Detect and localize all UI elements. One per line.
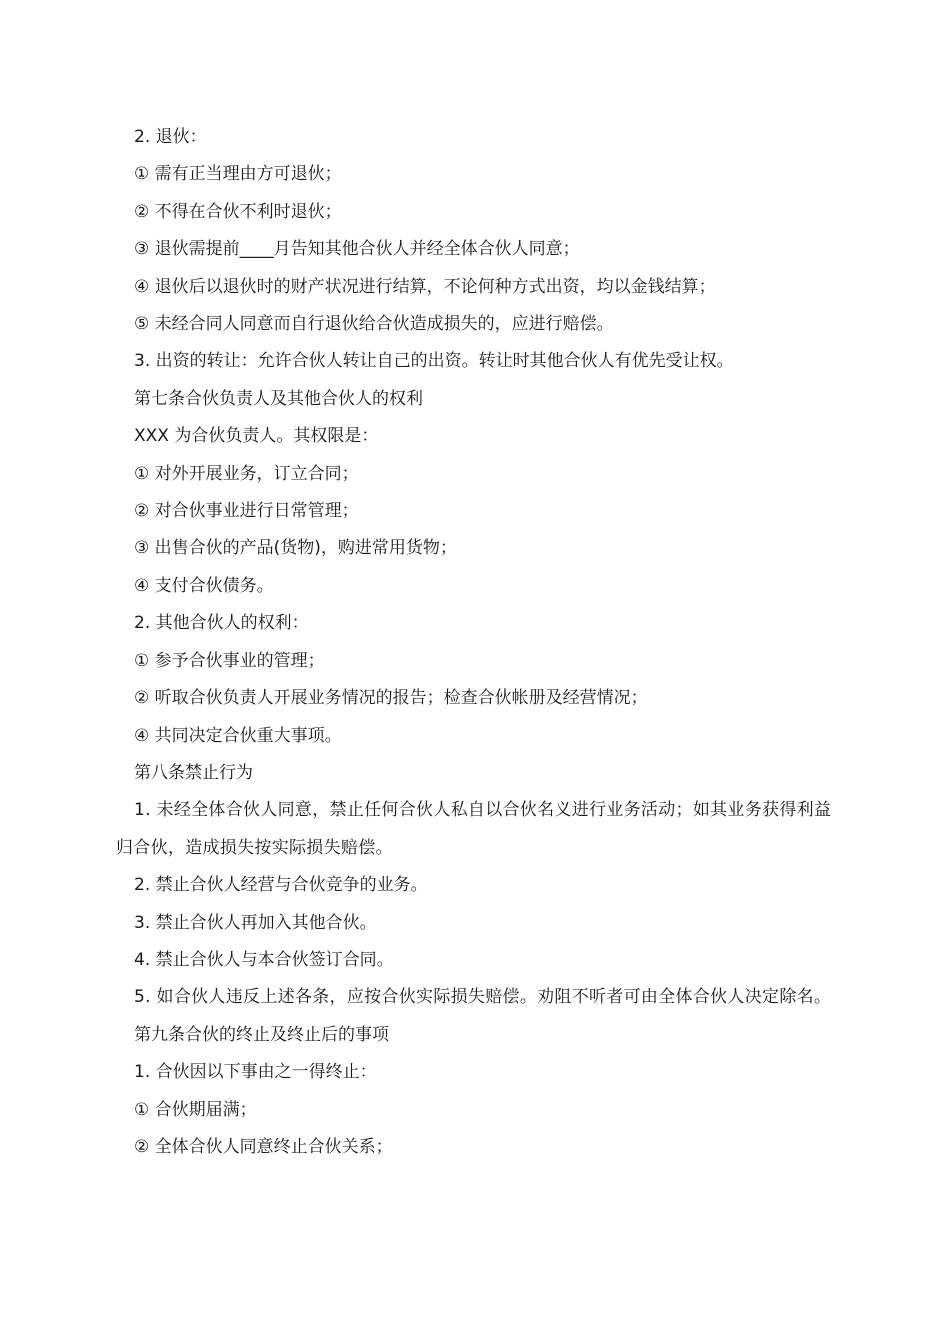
list-item: ① 需有正当理由方可退伙； bbox=[134, 164, 342, 185]
list-item: ④ 退伙后以退伙时的财产状况进行结算，不论何种方式出资，均以金钱结算； bbox=[134, 276, 716, 297]
list-item: ③ 退伙需提前____月告知其他合伙人并经全体合伙人同意； bbox=[134, 239, 580, 260]
list-item: ⑤ 未经合同人同意而自行退伙给合伙造成损失的，应进行赔偿。 bbox=[134, 314, 614, 335]
list-item: ② 对合伙事业进行日常管理； bbox=[134, 501, 359, 522]
paragraph-responsible-partner: XXX 为合伙负责人。其权限是： bbox=[134, 426, 379, 447]
article-heading-9: 第九条合伙的终止及终止后的事项 bbox=[134, 1024, 389, 1045]
list-item: ① 参予合伙事业的管理； bbox=[134, 650, 325, 671]
list-item: ③ 出售合伙的产品(货物)，购进常用货物； bbox=[134, 538, 457, 559]
list-item: ② 不得在合伙不利时退伙； bbox=[134, 201, 342, 222]
list-item: ④ 共同决定合伙重大事项。 bbox=[134, 725, 342, 746]
list-item: ① 对外开展业务，订立合同； bbox=[134, 463, 359, 484]
paragraph-prohibition-4: 4. 禁止合伙人与本合伙签订合同。 bbox=[134, 949, 394, 970]
paragraph-prohibition-1: 1. 未经全体合伙人同意，禁止任何合伙人私自以合伙名义进行业务活动；如其业务获得利益归合伙，造成损失按实际损失赔偿。 bbox=[116, 800, 832, 858]
paragraph-prohibition-5: 5. 如合伙人违反上述各条，应按合伙实际损失赔偿。劝阻不听者可由全体合伙人决定除名。 bbox=[134, 987, 832, 1008]
document-body bbox=[116, 119, 838, 1166]
list-heading-other-partners: 2. 其他合伙人的权利： bbox=[134, 613, 309, 634]
paragraph-capital-transfer: 3. 出资的转让：允许合伙人转让自己的出资。转让时其他合伙人有优先受让权。 bbox=[134, 351, 734, 372]
list-item: ② 听取合伙负责人开展业务情况的报告；检查合伙帐册及经营情况； bbox=[134, 688, 648, 709]
list-item: ② 全体合伙人同意终止合伙关系； bbox=[134, 1136, 393, 1157]
paragraph-termination: 1. 合伙因以下事由之一得终止： bbox=[134, 1062, 377, 1083]
article-heading-8: 第八条禁止行为 bbox=[134, 762, 253, 783]
list-item: ④ 支付合伙债务。 bbox=[134, 575, 274, 596]
list-heading-withdrawal: 2. 退伙： bbox=[134, 127, 207, 147]
paragraph-prohibition-3: 3. 禁止合伙人再加入其他合伙。 bbox=[134, 912, 377, 933]
paragraph-prohibition-2: 2. 禁止合伙人经营与合伙竞争的业务。 bbox=[134, 875, 428, 896]
article-heading-7: 第七条合伙负责人及其他合伙人的权利 bbox=[134, 388, 423, 409]
list-item: ① 合伙期届满； bbox=[134, 1099, 257, 1120]
